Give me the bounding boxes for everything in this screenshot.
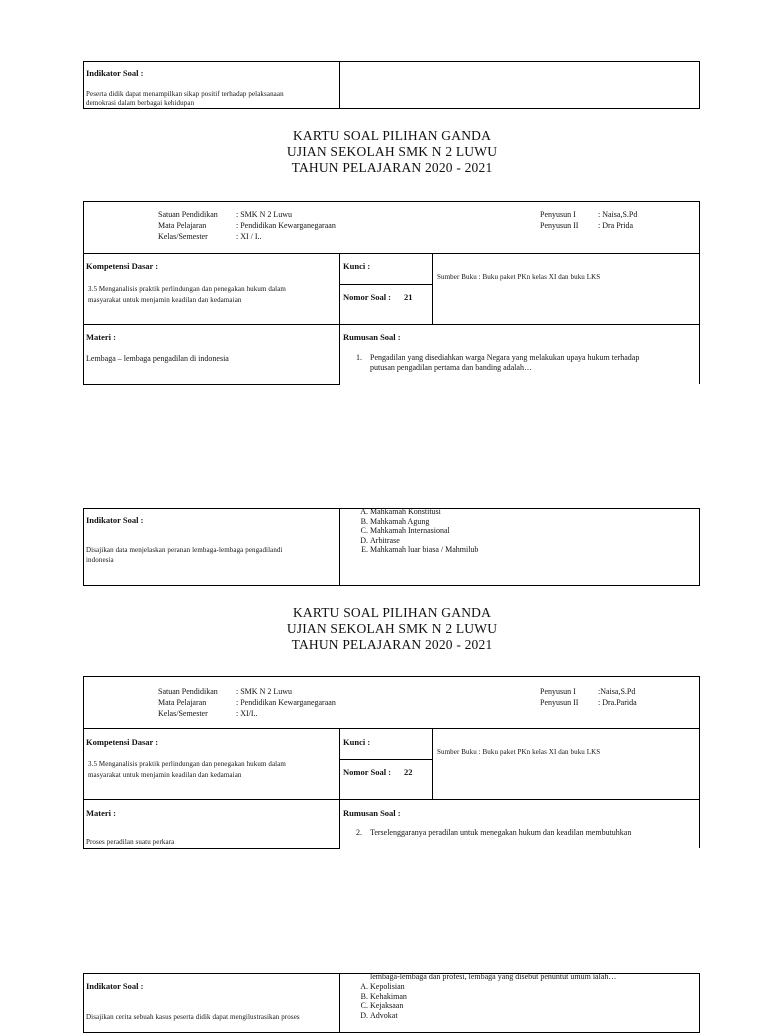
author-label: Penyusun II [540, 221, 579, 230]
kunci-label: Kunci : [343, 261, 371, 271]
sumber-buku: Sumber Buku : Buku paket PKn kelas XI dan buku LKS [437, 273, 601, 281]
nomor-soal-value: 22 [404, 767, 413, 777]
info-label: Mata Pelajaran [158, 221, 207, 230]
divider [339, 61, 340, 109]
divider [83, 799, 700, 800]
question-number: 1. [356, 353, 362, 362]
divider [83, 848, 340, 849]
indicator-text: Peserta didik dapat menampilkan sikap positif terhadap pelaksanaan [86, 90, 284, 98]
nomor-soal-label: Nomor Soal : [343, 767, 392, 777]
option-d: D. Advokat [370, 1011, 407, 1021]
option-b: B. Mahkamah Agung [370, 517, 478, 527]
option-a: A. Mahkamah Konstitusi [370, 507, 478, 517]
info-value: : XI / I.. [236, 232, 262, 241]
author-label: Penyusun II [540, 698, 579, 707]
info-label: Mata Pelajaran [158, 698, 207, 707]
kd-text: 3.5 Menganalisis praktik perlindungan dan penegakan hukum dalam [88, 285, 286, 293]
info-label: Satuan Pendidikan [158, 210, 218, 219]
divider [339, 253, 340, 384]
author-label: Penyusun I [540, 210, 576, 219]
divider [339, 728, 340, 848]
materi-text: Lembaga – lembaga pengadilan di indonesia [86, 354, 229, 363]
question-text: Terselenggaranya peradilan untuk menegakan hukum dan keadilan membutuhkan [370, 828, 632, 837]
divider [339, 284, 432, 285]
divider [432, 253, 433, 325]
nomor-soal-label: Nomor Soal : [343, 292, 392, 302]
card-title: KARTU SOAL PILIHAN GANDA UJIAN SEKOLAH SMK N 2 LUWU TAHUN PELAJARAN 2020 - 2021 [286, 605, 498, 653]
indicator-label: Indikator Soal : [86, 981, 144, 991]
answer-options [348, 982, 407, 1020]
answer-options [348, 507, 478, 555]
kd-label: Kompetensi Dasar : [86, 261, 159, 271]
option-a: A. Kepolisian [370, 982, 407, 992]
divider [83, 324, 700, 325]
question-number: 2. [356, 828, 362, 837]
indicator-text: demokrasi dalam berbagai kehidupan [86, 99, 195, 107]
info-label: Kelas/Semester [158, 232, 208, 241]
info-value: : SMK N 2 Luwu [236, 687, 293, 696]
author-value: : Dra.Parida [598, 698, 637, 707]
info-value: : Pendidikan Kewarganegaraan [236, 698, 336, 707]
kd-text: masyarakat untuk menjamin keadilan dan kedamaian [88, 771, 242, 779]
question-text: putusan pengadilan pertama dan banding adalah… [370, 363, 532, 372]
question-text: Pengadilan yang disediahkan warga Negara yang melakukan upaya hukum terhadap [370, 353, 640, 362]
indicator-label: Indikator Soal : [86, 515, 144, 525]
materi-text: Proses peradilan suatu perkara [86, 838, 175, 846]
sumber-buku: Sumber Buku : Buku paket PKn kelas XI dan buku LKS [437, 748, 601, 756]
option-d: D. Arbitrase [370, 536, 478, 546]
indicator-text: Disajikan cerita sebuah kasus peserta didik dapat mengilustrasikan proses [86, 1013, 300, 1021]
divider [83, 384, 340, 385]
divider [83, 324, 84, 384]
info-label: Kelas/Semester [158, 709, 208, 718]
author-value: : Naisa,S.Pd [598, 210, 638, 219]
kd-text: 3.5 Menganalisis praktik perlindungan dan penegakan hukum dalam [88, 760, 286, 768]
kunci-label: Kunci : [343, 737, 371, 747]
info-value: : Pendidikan Kewarganegaraan [236, 221, 336, 230]
indicator-label: Indikator Soal : [86, 68, 144, 78]
indicator-text: indonesia [86, 556, 114, 564]
rumusan-soal-label: Rumusan Soal : [343, 332, 401, 342]
rumusan-soal-label: Rumusan Soal : [343, 808, 401, 818]
author-value: :Naisa,S.Pd [598, 687, 636, 696]
option-c: C. Mahkamah Internasional [370, 526, 478, 536]
option-e: E. Mahkamah luar biasa / Mahmilub [370, 545, 478, 555]
kd-label: Kompetensi Dasar : [86, 737, 159, 747]
nomor-soal-value: 21 [404, 292, 413, 302]
info-label: Satuan Pendidikan [158, 687, 218, 696]
info-value: : SMK N 2 Luwu [236, 210, 293, 219]
kd-text: masyarakat untuk menjamin keadilan dan kedamaian [88, 296, 242, 304]
divider [339, 508, 340, 586]
divider [339, 759, 432, 760]
author-label: Penyusun I [540, 687, 576, 696]
divider [339, 973, 340, 1033]
materi-label: Materi : [86, 808, 116, 818]
divider [432, 728, 433, 800]
option-c: C. Kejaksaan [370, 1001, 407, 1011]
option-b: B. Kehakiman [370, 992, 407, 1002]
indicator-text: Disajikan data menjelaskan peranan lembaga-lembaga pengadilandi [86, 546, 283, 554]
card-title: KARTU SOAL PILIHAN GANDA UJIAN SEKOLAH SMK N 2 LUWU TAHUN PELAJARAN 2020 - 2021 [286, 128, 498, 176]
question-text: lembaga-lembaga dan profesi, lembaga yang disebut penuntut umum ialah… [370, 972, 617, 981]
materi-label: Materi : [86, 332, 116, 342]
author-value: : Dra Prida [598, 221, 634, 230]
info-value: : XI/I.. [236, 709, 258, 718]
